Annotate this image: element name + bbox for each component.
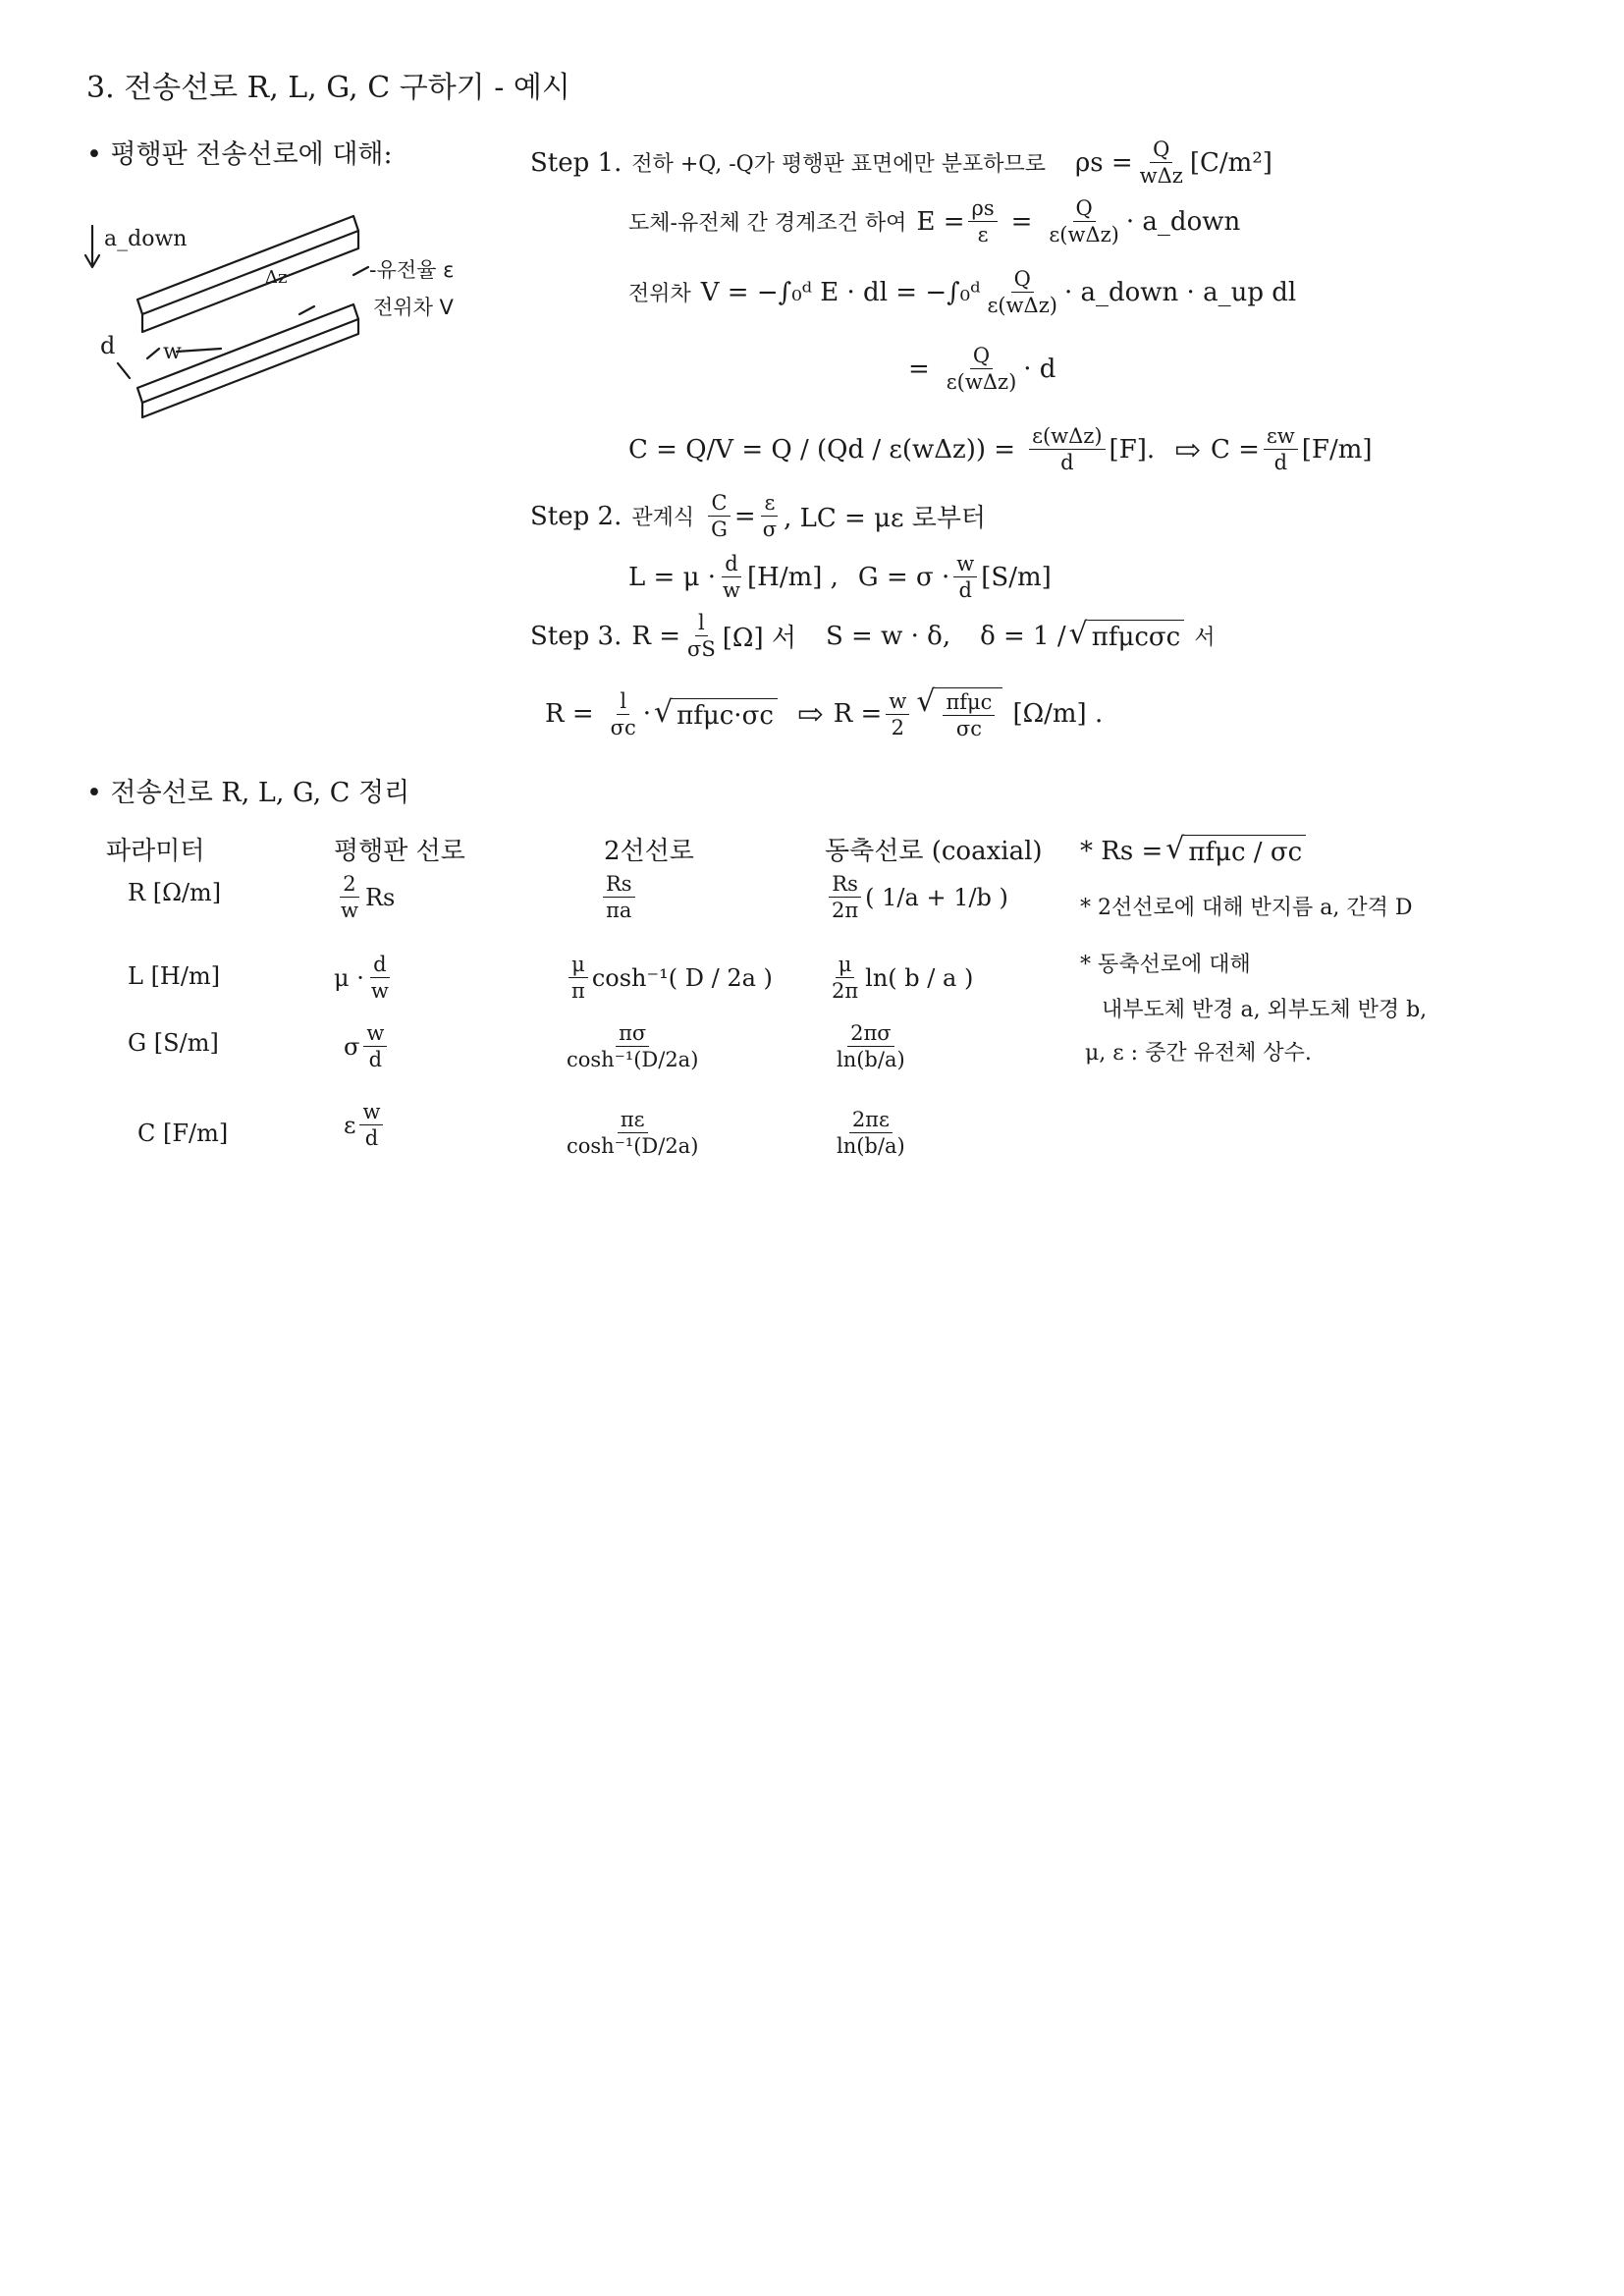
row-r-parallel [334, 872, 395, 922]
e-eq: = [1010, 206, 1033, 237]
c-frac [1029, 424, 1105, 474]
step3-label: Step 3. [530, 621, 623, 651]
step1-text: 전하 +Q, -Q가 평행판 표면에만 분포하므로 [631, 152, 1046, 178]
e-num2: Q [1073, 196, 1096, 222]
r2-den: σc [610, 715, 636, 739]
v-num: Q [1011, 267, 1034, 293]
sqrt-sign: √ [1068, 617, 1088, 652]
r3-rad-num: πfμc [943, 690, 995, 716]
frac-den: π [571, 979, 585, 1004]
v-den: ε(wΔz) [987, 294, 1057, 318]
frac-num: w [359, 1100, 383, 1125]
row-g-coax [830, 1021, 912, 1071]
step3-line2 [545, 684, 1104, 741]
s-eq: S = w · δ, [825, 621, 951, 651]
frac-den: cosh⁻¹(D/2a) [567, 1134, 699, 1159]
r3-frac [886, 689, 909, 739]
row-g-coax-frac [834, 1021, 908, 1071]
rel1-num-b: ε [761, 491, 778, 517]
row-c-parallel-lead: ε [344, 1111, 356, 1139]
frac-den: 2π [832, 979, 859, 1004]
row-g-parallel-frac [363, 1021, 387, 1071]
row-r-coax-frac [829, 872, 861, 922]
step1-line5 [628, 424, 1373, 474]
frac-num: 2πε [849, 1108, 893, 1133]
c-res-den: d [1273, 451, 1288, 475]
row-c-coax [830, 1108, 912, 1158]
bottom-plate-side [142, 319, 358, 417]
r3-rad-body [935, 687, 1002, 740]
note-coax: * 동축선로에 대해 [1080, 953, 1251, 977]
row-l-parallel-lead: μ · [334, 963, 364, 992]
r-frac [684, 611, 719, 661]
col-head-twowire: 2선선로 [604, 837, 694, 866]
row-r-coax [825, 872, 1008, 922]
c-res-lhs: C = [1210, 434, 1260, 465]
rel1-frac-a [708, 491, 731, 541]
e-frac2 [1046, 196, 1121, 246]
r3-sqrt [916, 684, 1002, 741]
frac-den: d [368, 1048, 383, 1072]
voltage-label: 전위차 V [373, 296, 454, 319]
v2-den: ε(wΔz) [946, 370, 1017, 395]
c-den: d [1060, 451, 1074, 475]
v2-num: Q [970, 344, 993, 369]
e-frac1 [968, 196, 997, 246]
v-frac [984, 267, 1059, 317]
note-twowire: * 2선선로에 대해 반지름 a, 간격 D [1080, 896, 1413, 920]
row-l-coax-tail: ln( b / a ) [865, 963, 974, 992]
rho-unit: [C/m²] [1189, 147, 1272, 178]
r3-num: w [886, 689, 909, 715]
rel1-num-a: C [708, 491, 730, 517]
g-den: d [958, 578, 972, 603]
frac-num: w [363, 1021, 387, 1047]
frac-num: 2 [340, 872, 358, 898]
page-title: 3. 전송선로 R, L, G, C 구하기 - 예시 [86, 71, 570, 105]
e-num1: ρs [968, 196, 997, 222]
step2-line1 [530, 491, 986, 541]
frac-den: cosh⁻¹(D/2a) [567, 1048, 699, 1072]
row-l-parallel [334, 953, 396, 1003]
r3-den: 2 [891, 715, 905, 739]
frac-den: w [341, 899, 358, 923]
step1-line2 [628, 196, 1240, 246]
rel1-eq: = [733, 501, 756, 531]
g-frac [953, 552, 977, 602]
frac-num: μ [836, 953, 855, 978]
step1-label: Step 1. [530, 147, 623, 178]
section2-heading: • 전송선로 R, L, G, C 정리 [86, 778, 410, 808]
row-r-coax-tail: ( 1/a + 1/b ) [865, 883, 1008, 911]
frac-den: πa [606, 899, 632, 923]
rs-sqrt [1165, 832, 1306, 867]
frac-num: πσ [616, 1021, 649, 1047]
row-l-parallel-frac [368, 953, 392, 1003]
c-res-unit: [F/m] [1301, 434, 1373, 465]
frac-num: μ [568, 953, 588, 978]
sqrt-sign: √ [1165, 832, 1185, 866]
sqrt-sign: √ [654, 694, 674, 730]
v2-eq: = [908, 354, 930, 384]
row-l-twowire-frac [568, 953, 588, 1003]
col-head-coax: 동축선로 (coaxial) [825, 837, 1043, 866]
r-num: l [695, 611, 708, 636]
epsilon-label: -유전율 ε [369, 258, 455, 282]
l-unit: [H/m] , [747, 562, 839, 592]
c-num: ε(wΔz) [1029, 424, 1105, 450]
row-r-parallel-frac [338, 872, 361, 922]
g-lhs: G = σ · [857, 562, 950, 592]
row-g-parallel-lead: σ [344, 1032, 360, 1061]
row-l-coax-frac [829, 953, 861, 1003]
row-c-coax-frac [834, 1108, 908, 1158]
row-r-parallel-tail: Rs [364, 883, 396, 911]
col-head-param: 파라미터 [106, 837, 205, 866]
w-label: w [163, 340, 182, 364]
r3-unit: [Ω/m] . [1012, 699, 1104, 730]
g-num: w [953, 552, 977, 577]
step1-line3 [628, 267, 1296, 317]
frac-den: d [364, 1126, 379, 1151]
rel1-den-a: G [711, 518, 728, 542]
frac-num: Rs [603, 872, 635, 898]
row-c-param: C [F/m] [137, 1120, 229, 1147]
row-r-param: R [Ω/m] [128, 879, 222, 906]
c-res-frac [1264, 424, 1298, 474]
c-lhs: C = Q/V = Q / (Qd / ε(wΔz)) = [628, 434, 1016, 465]
rel1-frac-b [760, 491, 780, 541]
e-lhs: E = [916, 206, 965, 237]
r-unit: [Ω] 서 [722, 624, 796, 654]
row-c-parallel-frac [359, 1100, 383, 1150]
rs-lhs: * Rs = [1080, 836, 1164, 866]
row-g-twowire [560, 1021, 705, 1071]
frac-den: w [370, 979, 389, 1004]
row-l-twowire-tail: cosh⁻¹( D / 2a ) [591, 963, 773, 992]
step3-line1 [530, 611, 1216, 661]
bc-text: 도체-유전체 간 경계조건 하여 [628, 211, 907, 237]
r-lhs: R = [631, 621, 681, 651]
row-c-parallel [344, 1100, 387, 1150]
step1-line4 [908, 344, 1056, 394]
rho-lhs: ρs = [1074, 147, 1133, 178]
frac-den: ln(b/a) [837, 1048, 905, 1072]
delta-rad: πfμcσc [1088, 620, 1184, 652]
r3-rad-frac [943, 690, 995, 740]
note-rs [1080, 832, 1306, 867]
frac-den: 2π [832, 899, 859, 923]
r2-mid: · [642, 699, 652, 730]
delta-tail: 서 [1194, 626, 1216, 651]
r2-rad: πfμc·σc [673, 698, 778, 731]
e-den2: ε(wΔz) [1049, 223, 1119, 247]
row-g-param: G [S/m] [128, 1029, 219, 1057]
d-label: d [100, 332, 116, 359]
r-den: σS [687, 637, 716, 662]
delta-sqrt [1068, 617, 1185, 653]
note-coax-2: 내부도체 반경 a, 외부도체 반경 b, [1102, 998, 1428, 1022]
l-den: w [723, 578, 740, 603]
row-c-twowire [560, 1108, 705, 1158]
row-g-parallel [344, 1021, 391, 1071]
row-l-twowire [565, 953, 773, 1003]
v-lhs: V = −∫₀ᵈ E · dl = −∫₀ᵈ [700, 277, 981, 307]
step1-line1 [530, 137, 1272, 188]
rs-rad: πfμc / σc [1184, 835, 1306, 867]
frac-num: d [370, 953, 389, 978]
l-frac [720, 552, 743, 602]
rel2: , LC = με 로부터 [784, 504, 987, 534]
l-lhs: L = μ · [628, 562, 717, 592]
c-arrow: ⇨ [1174, 430, 1201, 468]
row-g-twowire-frac [564, 1021, 701, 1071]
c-unit: [F]. [1109, 434, 1156, 465]
rel1-den-b: σ [762, 518, 778, 542]
c-res-num: εw [1264, 424, 1298, 450]
rho-num: Q [1150, 137, 1172, 163]
frac-num: Rs [829, 872, 861, 898]
parallel-plate-diagram [79, 206, 491, 422]
r2-sqrt [654, 694, 778, 731]
sqrt-sign: √ [916, 684, 936, 719]
col-head-parallel: 평행판 선로 [334, 837, 465, 866]
row-r-twowire-frac [603, 872, 635, 922]
row-c-twowire-frac [564, 1108, 701, 1158]
v2-tail: · d [1023, 354, 1056, 384]
rho-fraction [1137, 137, 1186, 188]
frac-den: ln(b/a) [837, 1134, 905, 1159]
frac-num: 2πσ [847, 1021, 894, 1047]
step2-label: Step 2. [530, 501, 623, 531]
row-r-twowire [599, 872, 639, 922]
r2-arrow: ⇨ [796, 695, 824, 734]
section1-heading: • 평행판 전송선로에 대해: [86, 139, 393, 170]
row-l-param: L [H/m] [128, 962, 221, 990]
dz-label: Δz [265, 267, 288, 288]
g-unit: [S/m] [981, 562, 1052, 592]
r2-frac [608, 689, 639, 739]
frac-num: πε [618, 1108, 648, 1133]
a-down-label: a_down [104, 227, 188, 251]
r2-num: l [617, 689, 629, 715]
note-coax-3: μ, ε : 중간 유전체 상수. [1085, 1041, 1312, 1066]
e-den1: ε [977, 223, 989, 247]
rho-den: wΔz [1139, 164, 1183, 189]
r2-lhs: R = [545, 699, 594, 730]
v-text: 전위차 [628, 282, 691, 307]
step2-line2 [628, 552, 1052, 602]
e-tail: · a_down [1125, 206, 1241, 237]
r3-rad-den: σc [955, 717, 982, 741]
r3-lhs: R = [833, 699, 883, 730]
v2-frac [944, 344, 1019, 394]
step2-text: 관계식 [631, 506, 695, 531]
row-l-coax [825, 953, 973, 1003]
l-num: d [722, 552, 740, 577]
delta-lhs: δ = 1 / [980, 621, 1066, 651]
v-tail: · a_down · a_up dl [1063, 277, 1297, 307]
